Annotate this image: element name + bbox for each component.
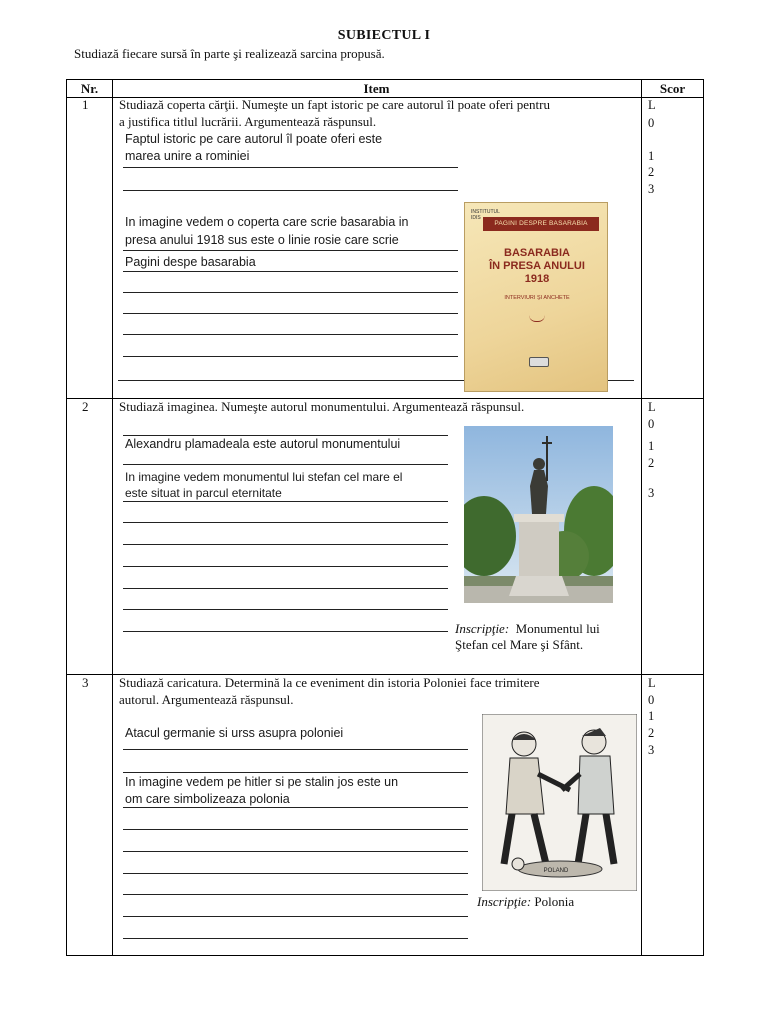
answer-line (123, 749, 468, 750)
image-caption: Inscripţie: Monumentul lui (455, 621, 600, 636)
answer-text[interactable]: este situat in parcul eternitate (125, 486, 282, 500)
score-option[interactable]: 3 (648, 486, 655, 500)
score-option[interactable]: 0 (648, 116, 655, 130)
column-header-nr: Nr. (80, 81, 99, 96)
column-header-item: Item (363, 81, 390, 96)
answer-line (123, 609, 448, 610)
answer-line (123, 464, 448, 465)
task-text: autorul. Argumentează răspunsul. (119, 692, 294, 707)
column-divider (112, 80, 113, 956)
row-number: 1 (82, 97, 89, 112)
answer-line (123, 772, 468, 773)
page-title: SUBIECTUL I (337, 28, 431, 43)
task-text: Studiază caricatura. Determină la ce eveniment din istoria Poloniei face trimitere (119, 675, 540, 690)
answer-text[interactable]: In imagine vedem o coperta care scrie basarabia in (125, 215, 409, 229)
score-label: L (648, 400, 656, 414)
image-caption-line: Ştefan cel Mare şi Sfânt. (455, 637, 584, 652)
column-header-score: Scor (659, 81, 686, 96)
answer-line (123, 544, 448, 545)
answer-line (123, 250, 458, 251)
row-number: 3 (82, 675, 89, 690)
column-divider (641, 80, 642, 956)
score-option[interactable]: 3 (648, 743, 655, 757)
score-option[interactable]: 2 (648, 726, 655, 740)
monument-photo (464, 426, 613, 603)
answer-line (123, 356, 458, 357)
task-text: Studiază imaginea. Numeşte autorul monumentului. Argumentează răspunsul. (119, 399, 525, 414)
answer-text[interactable]: presa anului 1918 sus este o linie rosie care scrie (125, 233, 399, 247)
score-option[interactable]: 2 (648, 165, 655, 179)
book-title: BASARABIA ÎN PRESA ANULUI 1918 (489, 247, 585, 285)
cartoon-label: POLAND (543, 868, 569, 874)
task-text: a justifica titlul lucrării. Argumentează răspunsul. (119, 114, 377, 129)
answer-line (123, 873, 468, 874)
answer-line (123, 938, 468, 939)
answer-line (123, 829, 468, 830)
answer-line (123, 851, 468, 852)
score-option[interactable]: 1 (648, 149, 655, 163)
answer-line (123, 334, 458, 335)
answer-line (123, 588, 448, 589)
answer-text[interactable]: marea unire a rominiei (125, 149, 250, 163)
score-option[interactable]: 1 (648, 439, 655, 453)
image-caption: Inscripţie: Polonia (477, 894, 575, 909)
answer-line (123, 522, 448, 523)
answer-line (123, 271, 458, 272)
score-option[interactable]: 1 (648, 709, 655, 723)
score-label: L (648, 98, 656, 112)
book-subtitle: INTERVIURI ŞI ANCHETE (504, 295, 570, 301)
answer-text[interactable]: om care simbolizeaza polonia (125, 792, 290, 806)
answer-line (123, 190, 458, 191)
score-option[interactable]: 2 (648, 456, 655, 470)
book-publisher-tag: INSTITUTUL IDIS (471, 209, 500, 221)
answer-line (123, 566, 448, 567)
score-option[interactable]: 0 (648, 417, 655, 431)
book-series-band: PAGINI DESPRE BASARABIA (483, 217, 599, 231)
task-text: Studiază coperta cărţii. Numeşte un fapt istoric pe care autorul îl poate oferi pentru (119, 97, 550, 112)
answer-line (123, 894, 468, 895)
score-option[interactable]: 0 (648, 693, 655, 707)
answer-line (123, 292, 458, 293)
answer-text[interactable]: Atacul germanie si urss asupra poloniei (125, 726, 344, 740)
answer-text[interactable]: In imagine vedem monumentul lui stefan cel mare el (125, 470, 403, 484)
answer-text[interactable]: Faptul istoric pe care autorul îl poate oferi este (125, 132, 383, 146)
ornament-icon (529, 315, 545, 322)
book-cover-image (464, 202, 608, 392)
answer-line (123, 807, 468, 808)
instructions: Studiază fiecare sursă în parte şi realizează sarcina propusă. (74, 46, 385, 61)
answer-line (123, 167, 458, 168)
answer-text[interactable]: In imagine vedem pe hitler si pe stalin jos este un (125, 775, 399, 789)
row-number: 2 (82, 399, 89, 414)
answer-text[interactable]: Alexandru plamadeala este autorul monumentului (125, 437, 401, 451)
publisher-logo-icon (529, 357, 549, 367)
answer-line (123, 916, 468, 917)
score-label: L (648, 676, 656, 690)
caricature-image (482, 714, 637, 891)
answer-line (123, 631, 448, 632)
score-option[interactable]: 3 (648, 182, 655, 196)
answer-line (123, 501, 448, 502)
answer-line (123, 313, 458, 314)
answer-text[interactable]: Pagini despe basarabia (125, 255, 256, 269)
